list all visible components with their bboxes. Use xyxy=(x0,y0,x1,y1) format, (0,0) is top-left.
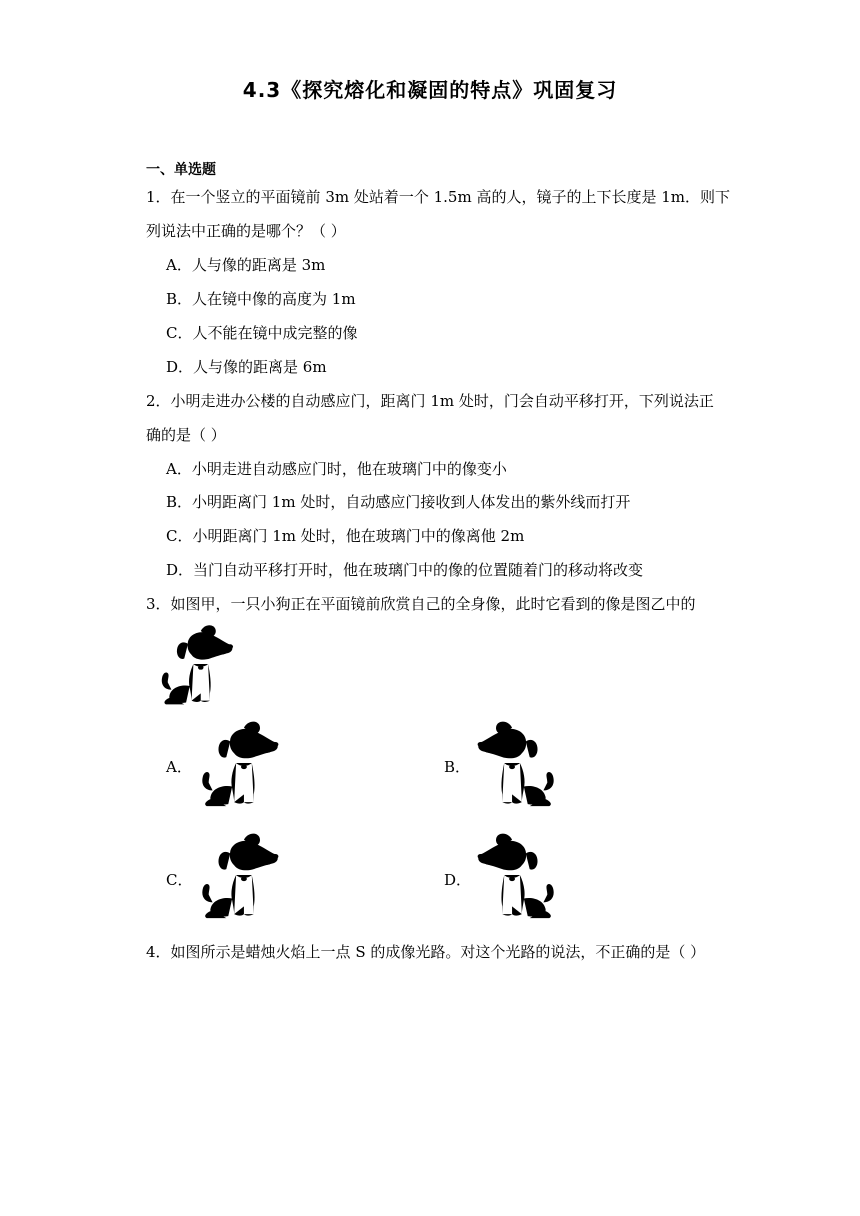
question-4-text: 4．如图所示是蜡烛火焰上一点 S 的成像光路。对这个光路的说法，不正确的是（ ） xyxy=(146,943,706,961)
question-1-text: 1．在一个竖立的平面镜前 3m 处站着一个 1.5m 高的人，镜子的上下长度是 1m．则下 xyxy=(146,188,730,206)
dog-figure-original xyxy=(150,620,246,708)
question-3-text: 3．如图甲，一只小狗正在平面镜前欣赏自己的全身像，此时它看到的像是图乙中的 xyxy=(146,595,696,613)
question-3-label-c: C． xyxy=(166,871,193,889)
question-3-label-a: A． xyxy=(166,758,192,776)
question-2-option-a: A．小明走进自动感应门时，他在玻璃门中的像变小 xyxy=(166,460,507,478)
question-1-text-cont: 列说法中正确的是哪个？（ ） xyxy=(146,222,346,240)
question-3-label-b: B． xyxy=(444,758,471,776)
question-1-option-b: B．人在镜中像的高度为 1m xyxy=(166,290,356,308)
question-1-option-a: A．人与像的距离是 3m xyxy=(166,256,326,274)
section-heading: 一、单选题 xyxy=(146,162,216,178)
question-2-option-c: C．小明距离门 1m 处时，他在玻璃门中的像离他 2m xyxy=(166,527,525,545)
dog-option-b-image xyxy=(466,716,564,810)
question-2-option-d: D．当门自动平移打开时，他在玻璃门中的像的位置随着门的移动将改变 xyxy=(166,561,644,579)
question-1-option-d: D．人与像的距离是 6m xyxy=(166,358,327,376)
question-3-label-d: D． xyxy=(444,871,472,889)
question-1-option-c: C．人不能在镜中成完整的像 xyxy=(166,324,358,342)
page-title: 4.3《探究熔化和凝固的特点》巩固复习 xyxy=(242,78,618,102)
dog-option-c-image xyxy=(192,828,290,922)
question-2-text: 2．小明走进办公楼的自动感应门，距离门 1m 处时，门会自动平移打开，下列说法正 xyxy=(146,392,714,410)
dog-option-d-image xyxy=(466,828,564,922)
dog-option-a-image xyxy=(192,716,290,810)
question-2-text-cont: 确的是（ ） xyxy=(146,426,226,444)
question-2-option-b: B．小明距离门 1m 处时，自动感应门接收到人体发出的紫外线而打开 xyxy=(166,493,631,511)
